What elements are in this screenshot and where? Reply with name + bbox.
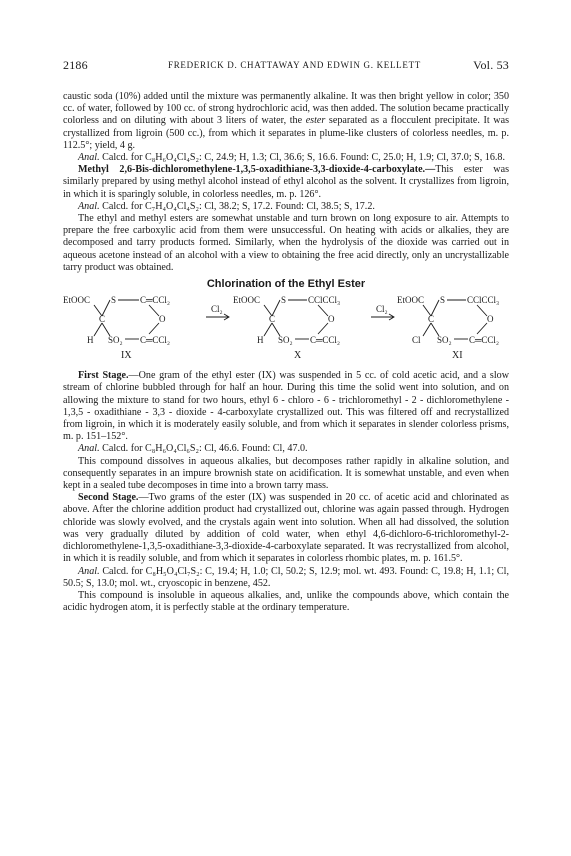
oxygen-atom-xi: O — [487, 314, 494, 325]
analysis-text: Calcd. for C₈H₆O₄Cl₄S₂: C, 24.9; H, 1.3; Cl, 36.6; S, 16.6. Found: C, 25.0; H, 1.9; Cl, 37.0; S, 16.8. — [99, 152, 505, 164]
reaction-scheme — [63, 292, 509, 370]
chlorine-atom-xi: Cl — [412, 335, 421, 346]
carbon-atom-xi: C — [428, 314, 435, 325]
carbon-atom-x: C — [269, 314, 276, 325]
analysis-text: Calcd. for C₈H₅O₄Cl₇S₂: C, 19.4; H, 1.0; Cl, 50.2; S, 12.9; mol. wt. 493. Found: C, 19.8; H, 1.1; Cl, 50.5; S, 13.0; mol. wt., cryoscopic in benzene, 452. — [63, 565, 509, 589]
stage-heading: Second Stage. — [78, 492, 139, 504]
reagent-label-1: Cl₂ — [211, 304, 223, 315]
ester-group-ix: EtOOC — [63, 295, 90, 306]
page-number: 2186 — [63, 58, 88, 72]
emphasis-ester: ester — [305, 115, 326, 127]
volume-label: Vol. 53 — [473, 58, 509, 72]
analysis-label: Anal. — [78, 443, 100, 455]
bottom-substituent-xi: C═CCl₂ — [469, 335, 500, 346]
sulfonyl-group-xi: SO₂ — [437, 335, 452, 346]
analysis-label: Anal. — [78, 152, 100, 164]
hydrogen-atom-ix: H — [87, 335, 94, 346]
paragraph-text: This ester was similarly prepared by using methyl alcohol instead of ethyl alcohol as the solvent. It crystallizes from ligroin, in which it is sparingly soluble, in colorless needles, m. p. 126°. — [63, 164, 510, 200]
compound-heading: Methyl 2,6-Bis-dichloromethylene-1,3,5-oxadithiane-3,3-dioxide-4-carboxylate.— — [78, 164, 436, 176]
section-heading: Chlorination of the Ethyl Ester — [206, 278, 366, 291]
sulfur-atom-x: S — [281, 295, 287, 306]
compound-label-x: X — [294, 350, 302, 362]
analysis-label: Anal. — [78, 200, 100, 212]
analysis-text: Calcd. for C₇H₄O₄Cl₄S₂: Cl, 38.2; S, 17.2. Found: Cl, 38.5; S, 17.2. — [99, 200, 375, 212]
sulfonyl-group-x: SO₂ — [278, 335, 293, 346]
bottom-substituent-x: C═CCl₂ — [310, 335, 341, 346]
paragraph-caustic-soda — [63, 91, 509, 152]
bottom-substituent-ix: C═CCl₂ — [140, 335, 171, 346]
sulfur-atom-xi: S — [440, 295, 446, 306]
top-substituent-ix: C═CCl₂ — [140, 295, 171, 306]
running-head: FREDERICK D. CHATTAWAY AND EDWIN G. KELLETT — [168, 60, 421, 70]
paragraph-text: —One gram of the ethyl ester (IX) was suspended in 5 cc. of cold acetic acid, and a slow stream of chlorine bubbled through for half an hour. During this time the solid went into solution, and on allowing the mixture to stand for two hours, ethyl 6 - chloro - 6 - trichloromethyl - 2 - dichloromethylene - 1,3,5 - oxadithiane - 3,3 - dioxide - 4-carboxylate crystallized out. This was filtered off and recrystallized from ligroin, in which it is moderately easily soluble, and from which it separates in slender colorless prisms, m. p. 151–152°. — [63, 370, 509, 443]
top-substituent-x: CClCCl₃ — [308, 295, 341, 306]
article-body — [63, 91, 509, 614]
ester-group-xi: EtOOC — [397, 295, 424, 306]
paragraph-text: —Two grams of the ester (IX) was suspended in 20 cc. of acetic acid and chlorinated as above. After the chlorine addition product had crystallized out, chlorine was again passed through. Hydrogen chloride was slowly evolved, and the crystals again went into solution. When all had dissolved, the solution was very gradually diluted by addition of cold water, when ethyl 4,6-dichloro-6-trichloromethyl-2-dichloromethylene-1,3,5-oxadithiane-3,3-dioxide-4-carboxylate separated. It was recrystallized from alcohol, in which it is readily soluble, and from which it separates in colorless rhombic plates, m. p. 161.5°. — [63, 492, 509, 565]
carbon-atom-ix: C — [99, 314, 106, 325]
paragraph-alkali-behavior: This compound dissolves in aqueous alkalies, but decomposes rather rapidly in alkaline solution, and consequently separates in an impure brownish state on acidification. It is somewhat unstable, and even when kept in a sealed tube decomposes in time into a brown tarry mass. — [63, 455, 509, 492]
analysis-label: Anal. — [78, 565, 100, 577]
oxygen-atom-x: O — [328, 314, 335, 325]
paragraph-stability: This compound is insoluble in aqueous alkalies, and, unlike the compounds above, which contain the acidic hydrogen atom, it is perfectly stable at the ordinary temperature. — [63, 589, 509, 614]
paragraph-instability: The ethyl and methyl esters are somewhat unstable and turn brown on long exposure to air. Attempts to prepare the free carboxylic acid from them were unsuccessful. On heating with acids or alkalies, they are decomposed and tarry products formed. Similarly, when the hydrolysis of the dioxide was carried out in aqueous acetone instead of an alcohol with a view to obtaining the free acid directly, only an uncrystallizable tarry product was obtained. — [63, 213, 509, 273]
stage-heading: First Stage. — [78, 370, 129, 382]
paragraph-text: separated as a flocculent precipitate. It was crystallized from ligroin (500 cc.), from which it separates in plume-like clusters of colorless needles, m. p. 112.5°; yield, 4 g. — [63, 115, 510, 151]
sulfonyl-group-ix: SO₂ — [108, 335, 123, 346]
oxygen-atom-ix: O — [159, 314, 166, 325]
reaction-scheme-drawing — [63, 292, 509, 370]
page-header — [63, 58, 509, 76]
analysis-3 — [63, 443, 509, 455]
hydrogen-atom-x: H — [257, 335, 264, 346]
top-substituent-xi: CClCCl₃ — [467, 295, 500, 306]
compound-label-ix: IX — [121, 350, 132, 362]
analysis-2 — [63, 201, 509, 213]
paragraph-first-stage — [63, 370, 509, 443]
sulfur-atom-ix: S — [111, 295, 117, 306]
paragraph-methyl-ester — [63, 164, 509, 201]
reagent-label-2: Cl₂ — [376, 304, 388, 315]
analysis-4 — [63, 566, 509, 590]
compound-label-xi: XI — [452, 350, 463, 362]
analysis-text: Calcd. for C₈H₆O₄Cl₆S₂: Cl, 46.6. Found: Cl, 47.0. — [99, 443, 308, 455]
paragraph-second-stage — [63, 492, 509, 565]
analysis-1 — [63, 152, 509, 164]
ester-group-x: EtOOC — [233, 295, 260, 306]
paragraph-text: caustic soda (10%) added until the mixture was permanently alkaline. It was then bright yellow in color; 350 cc. of water, followed by 100 cc. of strong hydrochloric acid, was then added. The solution became practically colorless and on diluting with about 3 liters of water, the — [63, 91, 509, 127]
